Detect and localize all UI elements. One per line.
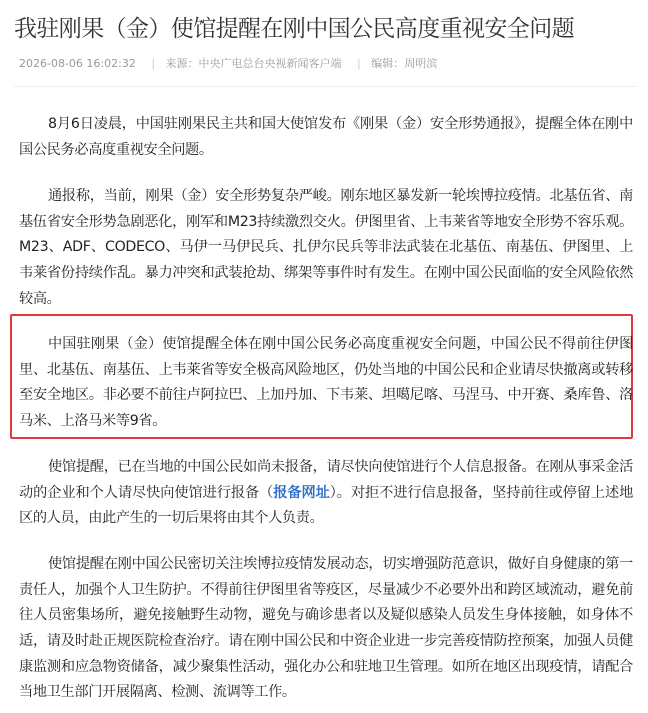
article-meta [19, 57, 639, 71]
registration-text-after: ）。对拒不进行信息报备，坚持前往或停留上述地区的人员，由此产生的一切后果将由其个人负责。 [19, 484, 634, 527]
paragraph-highlighted-warning: 中国驻刚果（金）使馆提醒全体在刚中国公民务必高度重视安全问题，中国公民不得前往伊图里、北基伍、南基伍、上韦莱省等安全极高风险地区，仍处当地的中国公民和企业请尽快撤离或转移至安全地区。非必要不前往卢阿拉巴、上加丹加、下韦莱、坦噶尼喀、马涅马、中开赛、桑库鲁、洛马米、上洛马米等9省。 [19, 336, 633, 429]
paragraph-situation: 通报称，当前，刚果（金）安全形势复杂严峻。刚东地区暴发新一轮埃博拉疫情。北基伍省、南基伍省安全形势急剧恶化，刚军和M23持续激烈交火。伊图里省、上韦莱省等地安全形势不容乐观。M23、ADF、CODECO、马伊一马伊民兵、扎伊尔民兵等非法武装在北基伍、南基伍、伊图里、上韦莱省份持续作乱。暴力冲突和武装抢劫、绑架等事件时有发生。在刚中国公民面临的安全风险依然较高。 [19, 188, 633, 307]
article-editor: 编辑：周明滨 [371, 57, 438, 70]
meta-separator: | [151, 57, 156, 70]
article-title: 我驻刚果（金）使馆提醒在刚中国公民高度重视安全问题 [14, 16, 575, 42]
publish-datetime: 2026-08-06 16:02:32 [19, 57, 136, 70]
registration-text-before: 使馆提醒，已在当地的中国公民如尚未报备，请尽快向使馆进行个人信息报备。在刚从事采金活动的企业和个人请尽快向使馆进行报备（ [19, 459, 633, 501]
header-divider [14, 86, 636, 87]
paragraph-ebola-advice: 使馆提醒在刚中国公民密切关注埃博拉疫情发展动态，切实增强防范意识，做好自身健康的第一责任人，加强个人卫生防护。不得前往伊图里省等疫区，尽量减少不必要外出和跨区域流动，避免前往人员密集场所，避免接触野生动物，避免与确诊患者以及疑似感染人员发生身体接触，如身体不适，请及时赴正规医院检查治疗。请在刚中国公民和中资企业进一步完善疫情防控预案，加强人员健康监测和应急物资储备，减少聚集性活动，强化办公和驻地卫生管理。如所在地区出现疫情，请配合当地卫生部门开展隔离、检测、流调等工作。 [19, 556, 633, 701]
article-source: 来源：中央广电总台央视新闻客户端 [165, 57, 342, 70]
paragraph-registration [19, 455, 633, 532]
registration-link[interactable]: 报备网址 [273, 484, 330, 501]
paragraph-intro: 8月6日凌晨，中国驻刚果民主共和国大使馆发布《刚果（金）安全形势通报》，提醒全体在刚中国公民务必高度重视安全问题。 [19, 116, 633, 158]
meta-separator: | [357, 57, 361, 70]
